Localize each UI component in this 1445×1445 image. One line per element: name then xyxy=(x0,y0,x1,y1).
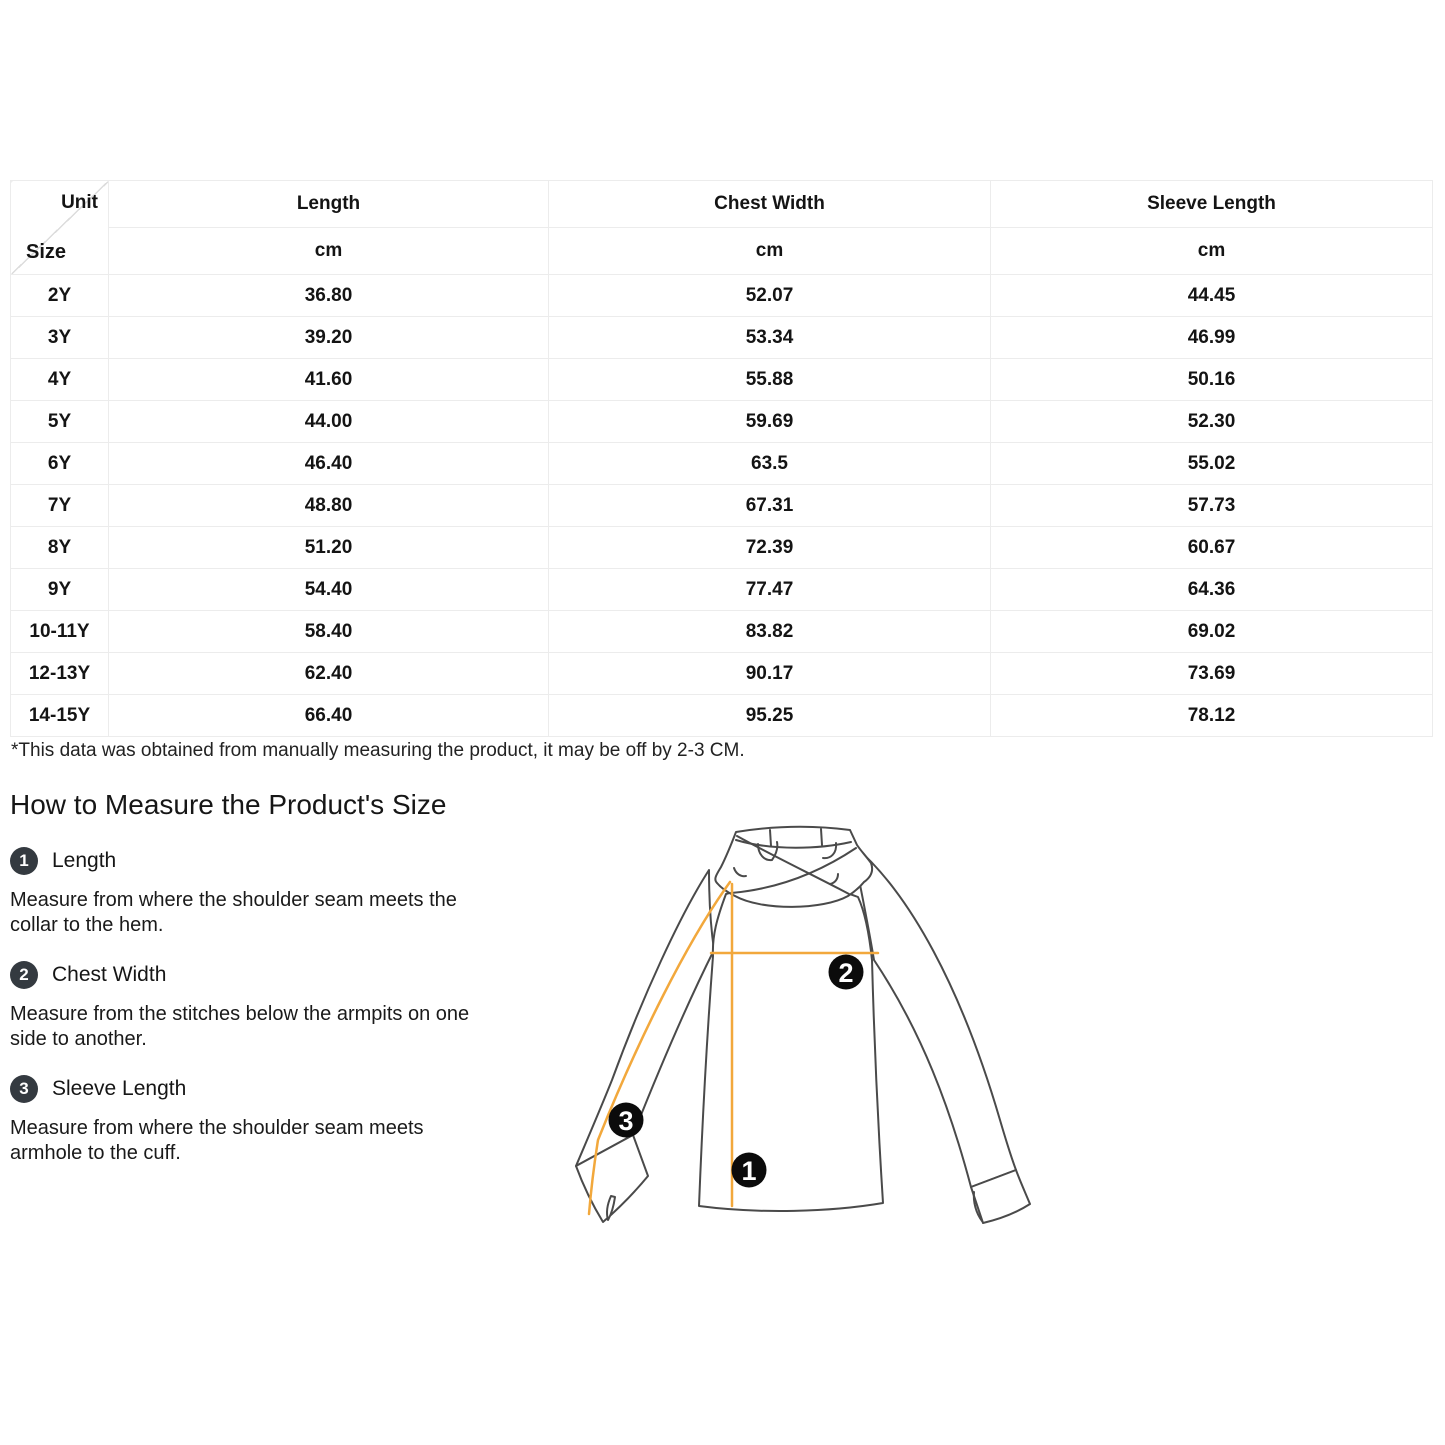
cell-size: 2Y xyxy=(11,275,109,317)
table-row xyxy=(11,611,1433,653)
table-row xyxy=(11,275,1433,317)
measure-heading: How to Measure the Product's Size xyxy=(10,789,447,820)
cell-length: 66.40 xyxy=(109,695,549,737)
cell-size: 4Y xyxy=(11,359,109,401)
column-header-sleeve: Sleeve Length xyxy=(991,181,1433,228)
number-badge-2-icon: 2 xyxy=(10,961,38,989)
description-line: armhole to the cuff. xyxy=(10,1141,181,1164)
cell-sleeve: 44.45 xyxy=(991,275,1433,317)
cell-chest: 72.39 xyxy=(549,527,991,569)
measure-item-chest-width xyxy=(10,961,530,1051)
badge-1-number: 1 xyxy=(741,1156,757,1186)
cell-size: 14-15Y xyxy=(11,695,109,737)
cell-size: 7Y xyxy=(11,485,109,527)
cell-length: 41.60 xyxy=(109,359,549,401)
table-row xyxy=(11,569,1433,611)
cell-length: 58.40 xyxy=(109,611,549,653)
cell-chest: 52.07 xyxy=(549,275,991,317)
cell-sleeve: 73.69 xyxy=(991,653,1433,695)
size-table xyxy=(10,180,1433,737)
measure-item-header xyxy=(10,961,530,989)
table-corner-cell xyxy=(11,181,109,275)
column-header-length: Length xyxy=(109,181,549,228)
measure-item-description xyxy=(10,1116,530,1165)
body xyxy=(699,885,883,1211)
table-row xyxy=(11,443,1433,485)
measure-item-sleeve-length xyxy=(10,1075,530,1165)
cell-length: 51.20 xyxy=(109,527,549,569)
left-sleeve xyxy=(576,870,714,1166)
hoodie-outline xyxy=(576,827,1030,1223)
cell-length: 54.40 xyxy=(109,569,549,611)
cell-length: 39.20 xyxy=(109,317,549,359)
cell-chest: 63.5 xyxy=(549,443,991,485)
measure-instructions xyxy=(10,847,530,1189)
table-footnote: *This data was obtained from manually measuring the product, it may be off by 2-3 CM. xyxy=(11,740,745,761)
cell-sleeve: 64.36 xyxy=(991,569,1433,611)
cell-size: 10-11Y xyxy=(11,611,109,653)
cell-length: 62.40 xyxy=(109,653,549,695)
description-line: collar to the hem. xyxy=(10,913,164,936)
hood-band-seam xyxy=(821,829,822,845)
description-line: side to another. xyxy=(10,1027,147,1050)
cell-sleeve: 52.30 xyxy=(991,401,1433,443)
number-badge-3-icon: 3 xyxy=(10,1075,38,1103)
table-row xyxy=(11,653,1433,695)
table-row xyxy=(11,317,1433,359)
cell-length: 48.80 xyxy=(109,485,549,527)
cell-sleeve: 46.99 xyxy=(991,317,1433,359)
description-line: Measure from where the shoulder seam meets the xyxy=(10,889,457,911)
table-row xyxy=(11,695,1433,737)
cell-chest: 90.17 xyxy=(549,653,991,695)
corner-unit-label: Unit xyxy=(61,192,98,213)
cell-sleeve: 55.02 xyxy=(991,443,1433,485)
unit-cell: cm xyxy=(991,228,1433,275)
unit-cell: cm xyxy=(549,228,991,275)
cell-size: 8Y xyxy=(11,527,109,569)
cell-sleeve: 78.12 xyxy=(991,695,1433,737)
measure-item-description xyxy=(10,1002,530,1051)
hoodie-measure-diagram xyxy=(530,810,1070,1240)
table-row xyxy=(11,527,1433,569)
cell-length: 36.80 xyxy=(109,275,549,317)
cell-length: 44.00 xyxy=(109,401,549,443)
table-row xyxy=(11,485,1433,527)
corner-size-label: Size xyxy=(26,241,67,263)
description-line: Measure from the stitches below the armpits on one xyxy=(10,1003,470,1025)
hood-band-seam xyxy=(770,830,771,846)
cell-size: 5Y xyxy=(11,401,109,443)
measure-item-length xyxy=(10,847,530,937)
cell-chest: 77.47 xyxy=(549,569,991,611)
cell-chest: 95.25 xyxy=(549,695,991,737)
measure-item-label: Length xyxy=(52,849,117,872)
cell-size: 9Y xyxy=(11,569,109,611)
cell-sleeve: 69.02 xyxy=(991,611,1433,653)
cell-chest: 83.82 xyxy=(549,611,991,653)
cell-sleeve: 60.67 xyxy=(991,527,1433,569)
measure-item-header xyxy=(10,1075,530,1103)
badge-2-number: 2 xyxy=(838,958,854,988)
number-badge-1-icon: 1 xyxy=(10,847,38,875)
badge-3-number: 3 xyxy=(618,1106,634,1136)
table-row xyxy=(11,359,1433,401)
measure-item-label: Chest Width xyxy=(52,963,167,986)
table-unit-row xyxy=(11,228,1433,275)
cell-sleeve: 50.16 xyxy=(991,359,1433,401)
cell-chest: 59.69 xyxy=(549,401,991,443)
cell-size: 6Y xyxy=(11,443,109,485)
column-header-chest: Chest Width xyxy=(549,181,991,228)
table-header-row xyxy=(11,181,1433,228)
measure-item-header xyxy=(10,847,530,875)
cell-chest: 53.34 xyxy=(549,317,991,359)
unit-cell: cm xyxy=(109,228,549,275)
cell-chest: 67.31 xyxy=(549,485,991,527)
measure-item-label: Sleeve Length xyxy=(52,1077,187,1100)
cell-chest: 55.88 xyxy=(549,359,991,401)
table-row xyxy=(11,401,1433,443)
cell-sleeve: 57.73 xyxy=(991,485,1433,527)
cell-size: 12-13Y xyxy=(11,653,109,695)
measure-item-description xyxy=(10,888,530,937)
description-line: Measure from where the shoulder seam meets xyxy=(10,1117,424,1139)
cell-length: 46.40 xyxy=(109,443,549,485)
cell-size: 3Y xyxy=(11,317,109,359)
